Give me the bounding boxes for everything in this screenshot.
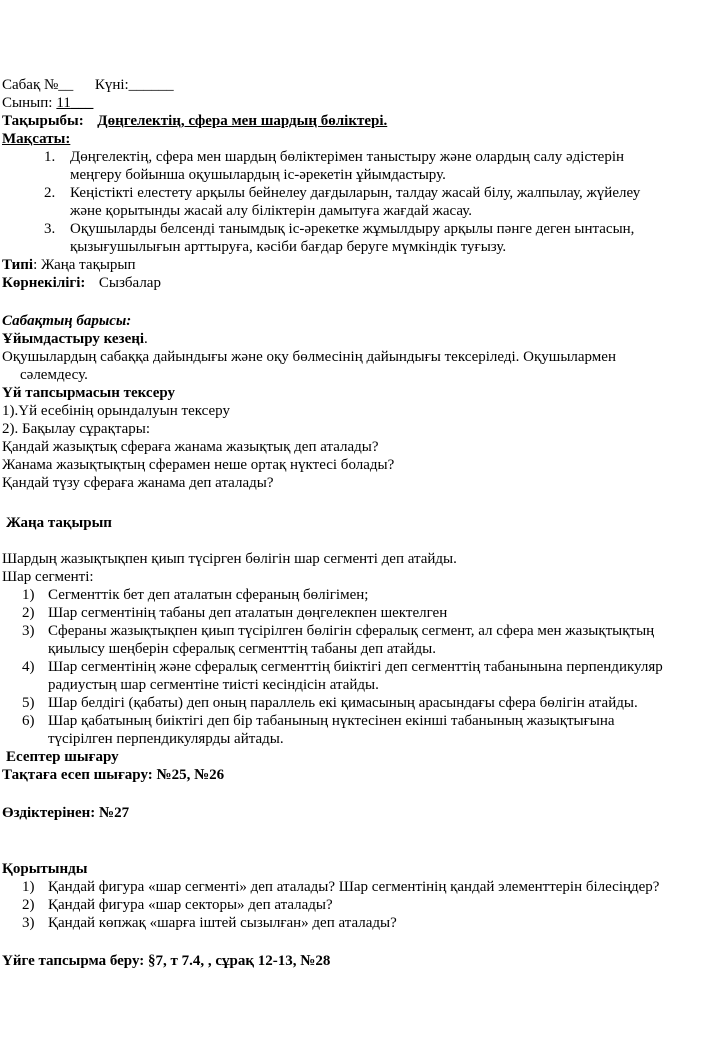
item-number: 6)	[22, 713, 35, 729]
goal-number: 1.	[44, 149, 56, 165]
homework-check-line: 1).Үй есебінің орындалуын тексеру	[2, 403, 230, 419]
segment-item-1	[22, 586, 368, 604]
goal-item-1	[44, 148, 624, 166]
org-text: Оқушылардың сабаққа дайындығы және оқу бөлмесінің дайындығы тексеріледі. Оқушылармен	[2, 349, 616, 365]
control-question: Қандай жазықтық сфераға жанама жазықтық деп аталады?	[2, 439, 379, 455]
item-text: Шар белдігі (қабаты) деп оның параллель екі қимасының арасындағы сфера бөлігін атайды.	[48, 695, 638, 711]
item-text: Қандай көпжақ «шарға іштей сызылған» деп аталады?	[48, 915, 397, 931]
summary-title: Қорытынды	[2, 861, 88, 877]
self-problems: Өздіктерінен: №27	[2, 805, 130, 821]
class-value: 11	[56, 95, 71, 111]
goal-text: Оқушыларды белсенді танымдық іс-әрекетке жұмылдыру арқылы пәнге деген ынтасын,	[70, 221, 635, 237]
segment-item-6	[22, 712, 615, 730]
homework-assignment: Үйге тапсырма беру: §7, т 7.4, , сұрақ 12-13, №28	[2, 953, 331, 969]
topic-label: Тақырыбы:	[2, 113, 84, 129]
item-text: Қандай фигура «шар секторы» деп аталады?	[48, 897, 333, 913]
item-number: 1)	[22, 879, 35, 895]
goal-item-3	[44, 220, 634, 238]
segment-item-4-cont: радиустың шар сегментіне тиісті кесіндісін атайды.	[48, 677, 379, 693]
topic-value: Дөңгелектің, сфера мен шардың бөліктері.	[97, 113, 388, 129]
board-problems: Тақтаға есеп шығару: №25, №26	[2, 767, 225, 783]
homework-check-line: 2). Бақылау сұрақтары:	[2, 421, 151, 437]
class-label: Сынып:	[2, 95, 53, 111]
goal-item-1-cont: меңгеру бойынша оқушылардың іс-әрекетін ұйымдастыру.	[70, 167, 446, 183]
item-text: Шар сегментінің және сфералық сегменттің биіктігі деп сегменттің табанынына перпендикуляр	[48, 659, 663, 675]
goals-title: Мақсаты:	[2, 131, 71, 147]
summary-item-2	[22, 896, 333, 914]
segment-item-2	[22, 604, 447, 622]
visuals-label: Көрнекілігі:	[2, 275, 86, 291]
goal-text: Дөңгелектің, сфера мен шардың бөліктерімен таныстыру және олардың салу әдістерін	[70, 149, 625, 165]
goal-number: 3.	[44, 221, 56, 237]
segment-item-5	[22, 694, 638, 712]
new-topic-intro: Шардың жазықтықпен қиып түсірген бөлігін шар сегменті деп атайды.	[2, 551, 457, 567]
org-title: Ұйымдастыру кезеңі	[2, 331, 145, 347]
new-topic-title: Жаңа тақырып	[6, 515, 112, 531]
goal-item-2	[44, 184, 640, 202]
control-question: Қандай түзу сфераға жанама деп аталады?	[2, 475, 274, 491]
item-number: 5)	[22, 695, 35, 711]
segment-item-6-cont: түсірілген перпендикулярды айтады.	[48, 731, 284, 747]
goal-text: Кеңістікті елестету арқылы бейнелеу дағдыларын, талдау жасай білу, жалпылау, жүйелеу	[70, 185, 641, 201]
class-line	[2, 94, 93, 112]
visuals-line	[2, 274, 161, 292]
org-title-line	[2, 330, 148, 348]
summary-item-3	[22, 914, 397, 932]
segment-label: Шар сегменті:	[2, 569, 94, 585]
item-text: Сегменттік бет деп аталатын сфераның бөлігімен;	[48, 587, 369, 603]
item-number: 3)	[22, 915, 35, 931]
item-number: 3)	[22, 623, 35, 639]
problems-title: Есептер шығару	[6, 749, 119, 765]
goal-item-3-cont: қызығушылығын арттыруға, кәсіби бағдар беруге мүмкіндік туғызу.	[70, 239, 507, 255]
org-text-cont: сәлемдесу.	[20, 367, 88, 383]
lesson-day: Күні:______	[94, 77, 174, 93]
homework-check-title: Үй тапсырмасын тексеру	[2, 385, 176, 401]
item-text: Сфераны жазықтықпен қиып түсірілген бөлігін сфералық сегмент, ал сфера мен жазықтықтың	[48, 623, 655, 639]
item-number: 2)	[22, 897, 35, 913]
class-underline: ___	[70, 95, 94, 111]
visuals-value: Сызбалар	[98, 275, 161, 291]
type-line	[2, 256, 136, 274]
control-question: Жанама жазықтықтың сферамен неше ортақ нүктесі болады?	[2, 457, 395, 473]
topic-line	[2, 112, 387, 130]
item-text: Шар сегментінің табаны деп аталатын дөңгелекпен шектелген	[48, 605, 448, 621]
goal-number: 2.	[44, 185, 56, 201]
lesson-number: Сабақ №__	[2, 77, 74, 93]
item-text: Қандай фигура «шар сегменті» деп аталады? Шар сегментінің қандай элементтерін білесіңдер?	[48, 879, 660, 895]
type-label: Типі	[2, 257, 34, 273]
summary-item-1	[22, 878, 659, 896]
item-number: 2)	[22, 605, 35, 621]
segment-item-3-cont: қиылысу шеңберін сфералық сегменттің табаны деп атайды.	[48, 641, 436, 657]
item-text: Шар қабатының биіктігі деп бір табанының нүктесінен екінші табанының жазықтығына	[48, 713, 615, 729]
lesson-header-line	[2, 76, 174, 94]
org-dot: .	[144, 331, 148, 347]
type-value: Жаңа тақырып	[37, 257, 136, 273]
type-sep: :	[33, 257, 38, 273]
item-number: 1)	[22, 587, 35, 603]
segment-item-4	[22, 658, 663, 676]
segment-item-3	[22, 622, 654, 640]
item-number: 4)	[22, 659, 35, 675]
course-title: Сабақтың барысы:	[2, 313, 132, 329]
goal-item-2-cont: және қорытынды жасай алу біліктерін дамытуға жағдай жасау.	[70, 203, 472, 219]
